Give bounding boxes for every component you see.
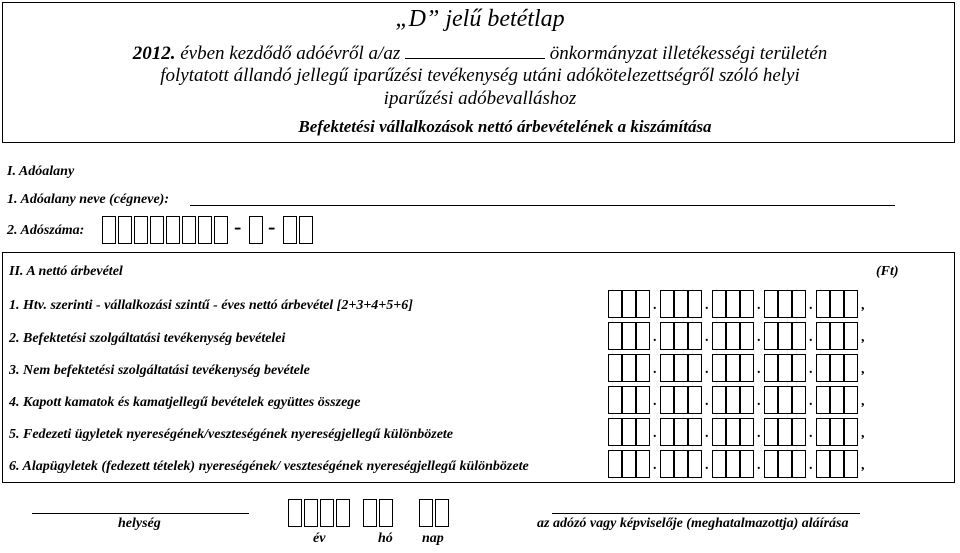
amount-digit-box[interactable] bbox=[830, 450, 844, 478]
decimal-separator: , bbox=[861, 458, 865, 473]
thousands-separator: . bbox=[705, 362, 709, 377]
signature-field[interactable] bbox=[552, 513, 860, 514]
thousands-separator: . bbox=[809, 458, 813, 473]
amount-digit-box[interactable] bbox=[636, 322, 650, 350]
amount-digit-box[interactable] bbox=[608, 290, 622, 318]
amount-digit-box[interactable] bbox=[726, 354, 740, 382]
section-1-title: I. Adóalany bbox=[7, 164, 75, 179]
thousands-separator: . bbox=[705, 426, 709, 441]
amount-digit-box[interactable] bbox=[608, 386, 622, 414]
amount-digit-box[interactable] bbox=[726, 322, 740, 350]
place-label: helység bbox=[118, 516, 161, 531]
amount-digit-box[interactable] bbox=[792, 354, 806, 382]
thousands-separator: . bbox=[757, 458, 761, 473]
amount-digit-box[interactable] bbox=[688, 418, 702, 446]
amount-digit-box[interactable] bbox=[816, 450, 830, 478]
thousands-separator: . bbox=[757, 426, 761, 441]
tax-number-digit-box[interactable] bbox=[214, 216, 228, 244]
amount-digit-box[interactable] bbox=[712, 290, 726, 318]
municipality-field[interactable] bbox=[405, 42, 545, 59]
thousands-separator: . bbox=[705, 298, 709, 313]
header-line-2: folytatott állandó jellegű iparűzési tevékenység utáni adókötelezettségről szóló helyi bbox=[160, 65, 800, 86]
tax-number-digit-box[interactable] bbox=[299, 216, 313, 244]
amount-digit-box[interactable] bbox=[636, 450, 650, 478]
amount-digit-box[interactable] bbox=[712, 322, 726, 350]
amount-digit-box[interactable] bbox=[740, 354, 754, 382]
amount-digit-box[interactable] bbox=[712, 418, 726, 446]
amount-digit-box[interactable] bbox=[740, 386, 754, 414]
section-2-title: II. A nettó árbevétel bbox=[9, 264, 123, 279]
thousands-separator: . bbox=[757, 330, 761, 345]
header-line-1-a: évben kezdődő adóévről a/az bbox=[175, 43, 405, 64]
revenue-row-label: 6. Alapügyletek (fedezett tételek) nyereségének/ veszteségének nyereségjellegű különbözete bbox=[9, 459, 529, 474]
thousands-separator: . bbox=[809, 330, 813, 345]
amount-digit-box[interactable] bbox=[764, 418, 778, 446]
currency-unit: (Ft) bbox=[876, 264, 899, 279]
day-label: nap bbox=[422, 531, 444, 546]
amount-digit-box[interactable] bbox=[608, 322, 622, 350]
amount-digit-box[interactable] bbox=[740, 450, 754, 478]
amount-digit-box[interactable] bbox=[660, 290, 674, 318]
page-subtitle: Befektetési vállalkozások nettó árbevételének a kiszámítása bbox=[298, 117, 712, 136]
amount-digit-box[interactable] bbox=[726, 418, 740, 446]
amount-digit-box[interactable] bbox=[764, 386, 778, 414]
amount-digit-box[interactable] bbox=[844, 450, 858, 478]
amount-digit-box[interactable] bbox=[830, 418, 844, 446]
amount-digit-box[interactable] bbox=[792, 322, 806, 350]
amount-digit-box[interactable] bbox=[764, 354, 778, 382]
tax-number-digit-box[interactable] bbox=[102, 216, 116, 244]
amount-digit-box[interactable] bbox=[844, 386, 858, 414]
amount-digit-box[interactable] bbox=[726, 386, 740, 414]
year-digit-box[interactable] bbox=[320, 499, 334, 527]
amount-digit-box[interactable] bbox=[778, 418, 792, 446]
thousands-separator: . bbox=[757, 298, 761, 313]
thousands-separator: . bbox=[809, 426, 813, 441]
tax-number-digit-box[interactable] bbox=[150, 216, 164, 244]
thousands-separator: . bbox=[757, 362, 761, 377]
amount-digit-box[interactable] bbox=[674, 290, 688, 318]
revenue-row-label: 1. Htv. szerinti - vállalkozási szintű - éves nettó árbevétel [2+3+4+5+6] bbox=[9, 298, 413, 313]
amount-digit-box[interactable] bbox=[726, 290, 740, 318]
amount-digit-box[interactable] bbox=[778, 322, 792, 350]
amount-digit-box[interactable] bbox=[636, 386, 650, 414]
amount-digit-box[interactable] bbox=[712, 354, 726, 382]
amount-digit-box[interactable] bbox=[622, 418, 636, 446]
amount-digit-box[interactable] bbox=[688, 450, 702, 478]
amount-digit-box[interactable] bbox=[712, 386, 726, 414]
amount-digit-box[interactable] bbox=[608, 418, 622, 446]
tax-number-digit-box[interactable] bbox=[198, 216, 212, 244]
amount-digit-box[interactable] bbox=[636, 290, 650, 318]
signature-label: az adózó vagy képviselője (meghatalmazottja) aláírása bbox=[537, 516, 849, 531]
header-year: 2012. bbox=[132, 43, 176, 64]
tax-number-digit-box[interactable] bbox=[166, 216, 180, 244]
thousands-separator: . bbox=[653, 394, 657, 409]
amount-digit-box[interactable] bbox=[688, 354, 702, 382]
header-line-1-b: önkormányzat illetékességi területén bbox=[544, 43, 828, 64]
year-digit-box[interactable] bbox=[336, 499, 350, 527]
thousands-separator: . bbox=[653, 458, 657, 473]
month-digit-box[interactable] bbox=[379, 499, 393, 527]
taxpayer-name-field[interactable] bbox=[190, 205, 895, 206]
amount-digit-box[interactable] bbox=[636, 418, 650, 446]
thousands-separator: . bbox=[757, 394, 761, 409]
amount-digit-box[interactable] bbox=[830, 354, 844, 382]
amount-digit-box[interactable] bbox=[844, 322, 858, 350]
amount-digit-box[interactable] bbox=[608, 354, 622, 382]
tax-number-digit-box[interactable] bbox=[283, 216, 297, 244]
decimal-separator: , bbox=[861, 298, 865, 313]
tax-number-digit-box[interactable] bbox=[182, 216, 196, 244]
amount-digit-box[interactable] bbox=[660, 386, 674, 414]
amount-digit-box[interactable] bbox=[674, 386, 688, 414]
thousands-separator: . bbox=[809, 298, 813, 313]
amount-digit-box[interactable] bbox=[816, 386, 830, 414]
thousands-separator: . bbox=[809, 394, 813, 409]
tax-number-digit-box[interactable] bbox=[118, 216, 132, 244]
revenue-row-label: 5. Fedezeti ügyletek nyereségének/veszteségének nyereségjellegű különbözete bbox=[9, 427, 454, 442]
amount-digit-box[interactable] bbox=[844, 290, 858, 318]
amount-digit-box[interactable] bbox=[844, 418, 858, 446]
amount-digit-box[interactable] bbox=[830, 386, 844, 414]
amount-digit-box[interactable] bbox=[660, 418, 674, 446]
amount-digit-box[interactable] bbox=[778, 354, 792, 382]
amount-digit-box[interactable] bbox=[792, 386, 806, 414]
amount-digit-box[interactable] bbox=[608, 450, 622, 478]
amount-digit-box[interactable] bbox=[688, 322, 702, 350]
thousands-separator: . bbox=[653, 330, 657, 345]
amount-digit-box[interactable] bbox=[844, 354, 858, 382]
revenue-row-label: 4. Kapott kamatok és kamatjellegű bevételek együttes összege bbox=[9, 395, 361, 410]
amount-digit-box[interactable] bbox=[816, 322, 830, 350]
amount-digit-box[interactable] bbox=[636, 354, 650, 382]
tax-number-dash: - bbox=[234, 214, 242, 239]
amount-digit-box[interactable] bbox=[688, 386, 702, 414]
amount-digit-box[interactable] bbox=[688, 290, 702, 318]
amount-digit-box[interactable] bbox=[660, 322, 674, 350]
decimal-separator: , bbox=[861, 394, 865, 409]
decimal-separator: , bbox=[861, 330, 865, 345]
year-digit-box[interactable] bbox=[288, 499, 302, 527]
amount-digit-box[interactable] bbox=[740, 418, 754, 446]
amount-digit-box[interactable] bbox=[674, 418, 688, 446]
header-line-3: iparűzési adóbevalláshoz bbox=[383, 88, 577, 109]
amount-digit-box[interactable] bbox=[764, 450, 778, 478]
month-digit-box[interactable] bbox=[363, 499, 377, 527]
thousands-separator: . bbox=[705, 394, 709, 409]
amount-digit-box[interactable] bbox=[778, 450, 792, 478]
revenue-row-label: 2. Befektetési szolgáltatási tevékenység bevételei bbox=[9, 331, 286, 346]
amount-digit-box[interactable] bbox=[660, 450, 674, 478]
amount-digit-box[interactable] bbox=[778, 386, 792, 414]
amount-digit-box[interactable] bbox=[726, 450, 740, 478]
thousands-separator: . bbox=[653, 362, 657, 377]
amount-digit-box[interactable] bbox=[816, 418, 830, 446]
amount-digit-box[interactable] bbox=[792, 290, 806, 318]
taxpayer-name-label: 1. Adóalany neve (cégneve): bbox=[7, 192, 169, 207]
amount-digit-box[interactable] bbox=[778, 290, 792, 318]
amount-digit-box[interactable] bbox=[622, 450, 636, 478]
thousands-separator: . bbox=[809, 362, 813, 377]
amount-digit-box[interactable] bbox=[622, 290, 636, 318]
tax-number-dash: - bbox=[268, 214, 276, 239]
amount-digit-box[interactable] bbox=[792, 450, 806, 478]
amount-digit-box[interactable] bbox=[622, 386, 636, 414]
decimal-separator: , bbox=[861, 362, 865, 377]
amount-digit-box[interactable] bbox=[792, 418, 806, 446]
amount-digit-box[interactable] bbox=[674, 354, 688, 382]
thousands-separator: . bbox=[653, 298, 657, 313]
amount-digit-box[interactable] bbox=[816, 290, 830, 318]
month-label: hó bbox=[378, 531, 393, 546]
year-digit-box[interactable] bbox=[304, 499, 318, 527]
thousands-separator: . bbox=[705, 458, 709, 473]
amount-digit-box[interactable] bbox=[816, 354, 830, 382]
amount-digit-box[interactable] bbox=[830, 322, 844, 350]
day-digit-box[interactable] bbox=[435, 499, 449, 527]
amount-digit-box[interactable] bbox=[830, 290, 844, 318]
header-line-1 bbox=[0, 42, 960, 65]
amount-digit-box[interactable] bbox=[740, 290, 754, 318]
day-digit-box[interactable] bbox=[419, 499, 433, 527]
place-field[interactable] bbox=[32, 513, 249, 514]
amount-digit-box[interactable] bbox=[622, 354, 636, 382]
amount-digit-box[interactable] bbox=[674, 450, 688, 478]
amount-digit-box[interactable] bbox=[764, 322, 778, 350]
thousands-separator: . bbox=[705, 330, 709, 345]
amount-digit-box[interactable] bbox=[622, 322, 636, 350]
amount-digit-box[interactable] bbox=[764, 290, 778, 318]
thousands-separator: . bbox=[653, 426, 657, 441]
amount-digit-box[interactable] bbox=[740, 322, 754, 350]
tax-number-digit-box[interactable] bbox=[134, 216, 148, 244]
tax-number-label: 2. Adószáma: bbox=[7, 223, 85, 238]
year-label: év bbox=[313, 531, 326, 546]
amount-digit-box[interactable] bbox=[674, 322, 688, 350]
page-title: „D” jelű betétlap bbox=[395, 6, 565, 32]
tax-number-digit-box[interactable] bbox=[249, 216, 263, 244]
revenue-row-label: 3. Nem befektetési szolgáltatási tevékenység bevétele bbox=[9, 363, 310, 378]
amount-digit-box[interactable] bbox=[712, 450, 726, 478]
decimal-separator: , bbox=[861, 426, 865, 441]
amount-digit-box[interactable] bbox=[660, 354, 674, 382]
